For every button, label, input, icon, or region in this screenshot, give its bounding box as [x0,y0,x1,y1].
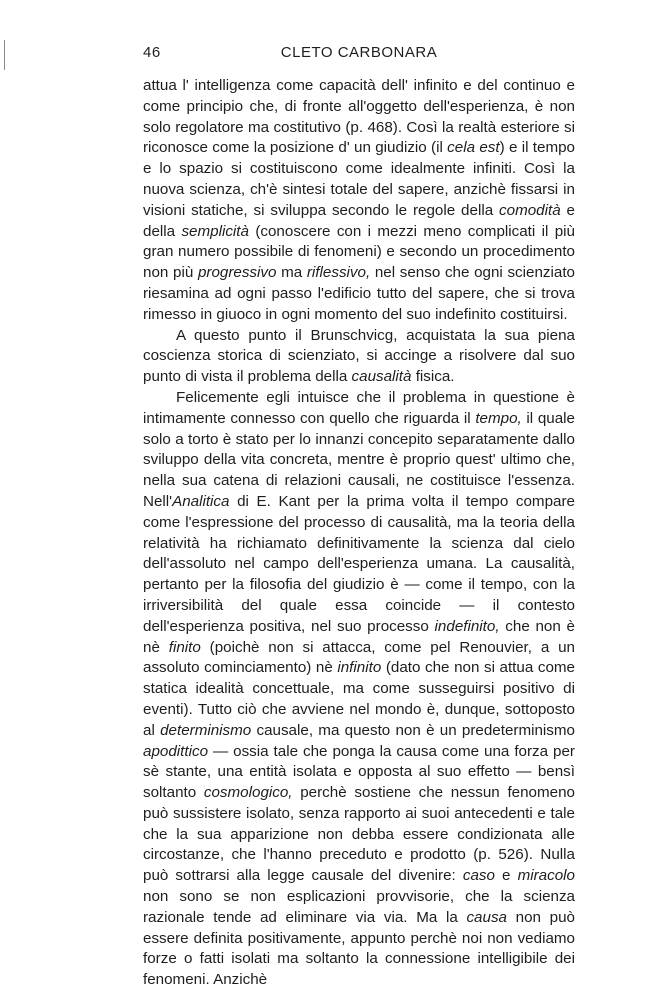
italic-term: progressivo [197,264,277,282]
italic-term: miracolo [517,867,575,885]
italic-term: finito [168,638,201,656]
text-run: (conoscere con i mezzi meno complicati il più gran numero possibile di fenomeni) e secondo un procedimento non più [143,222,576,282]
italic-term: semplicità [181,222,249,240]
italic-term: riflessivo, [306,264,371,282]
text-run: (dato che non si attua come statica idealità concettuale, ma come susseguirsi positivo di eventi). Tutto ciò che avviene nel mondo è, dunque, sottoposto al [143,659,575,739]
italic-term: determinismo [160,721,252,739]
text-run: — ossia tale che ponga la causa come una forza per sè stante, una entità isolata e opposta al suo effetto — bensì soltanto [143,742,575,802]
italic-term: infinito [337,659,382,677]
text-run: che non è nè [143,617,575,656]
italic-term: caso [462,867,495,885]
running-head: CLETO CARBONARA [280,44,438,61]
italic-term: indefinito, [434,617,500,635]
page-body [143,76,575,991]
text-run: di E. Kant per la prima volta il tempo compare come l'espressione del processo di causalità, ma la teoria della relatività ha richiamato definitivamente la scienza dal cielo dell'assoluto nel campo dell'esperienza umana. La causalità, pertanto per la filosofia del giudizio è — come il tempo, con la irriversibilità del quale essa coincide — il contesto dell'esperienza positiva, nel suo processo [143,492,575,635]
text-run: attua l' intelligenza come capacità dell' infinito e del continuo e come principio che, di fronte all'oggetto dell'esperienza, è non solo regolatore ma costitutivo (p. 468). Così la realtà esteriore si riconosce come la posizione d' un giudizio (il [143,77,575,157]
italic-term: Analitica [172,492,230,510]
italic-term: causa [466,908,507,926]
text-run: non sono se non esplicazioni provvisorie, che la scienza razionale tende ad eliminare via via. Ma la [143,888,575,926]
text-run: ) e il tempo e lo spazio si costituiscono come idealmente infiniti. Così la nuova scienza, ch'è sintesi totale del sapere, anzichè fissarsi in visioni statiche, si sviluppa secondo le regole della [143,139,576,219]
binding-edge-mark [4,40,5,70]
text-run: nel senso che ogni scienziato riesamina ad ogni passo l'edificio tutto del sapere, che si trova rimesso in giuoco in ogni momento del suo indefinito costituirsi. [143,264,575,323]
text-run: perchè sostiene che nessun fenomeno può sussistere isolato, senza rapporto ai suoi antecedenti e tale che la sua apparizione non debba essere condizionata alle circostanze, che l'hanno preceduto e prodotto (p. 526). Nulla può sottrarsi alla legge causale del divenire: [143,784,575,885]
italic-term: causalità [351,368,412,386]
text-run: non può essere definita positivamente, appunto perchè noi non vediamo forze o fatti isolati ma soltanto la connessione intelligibile dei fenomeni. Anzichè [143,908,575,989]
italic-term: tempo, [475,409,522,427]
italic-term: cosmologico, [203,784,293,802]
text-run: A questo punto il Brunschvicg, acquistata la sua piena coscienza storica di scienziato, si accinge a risolvere dal suo punto di vista il problema della [143,326,575,386]
text-run: causale, ma questo non è un predeterminismo [251,721,575,739]
page-number: 46 [143,44,161,61]
italic-term: apodittico [143,742,209,760]
text-run: ma [276,264,307,282]
text-run: fisica. [411,368,455,386]
paragraph [143,326,575,388]
paragraph [143,388,575,991]
italic-term: comodità [499,201,561,219]
text-run: e della [143,201,575,240]
text-run: e [494,867,518,885]
text-run: (poichè non si attacca, come pel Renouvier, a un assoluto cominciamento) nè [143,638,575,677]
text-run: il quale solo a torto è stato per lo innanzi concepito separatamente dallo sviluppo della vita concreta, mentre è proprio quest' ultimo che, nella sua catena di relazioni causali, ne costituisce l'essenza. Nell' [143,409,575,510]
italic-term: cela est [447,139,500,157]
text-run: Felicemente egli intuisce che il problema in questione è intimamente connesso con quello che riguarda il [143,388,575,427]
paragraph [143,76,575,326]
page-header [143,44,575,66]
